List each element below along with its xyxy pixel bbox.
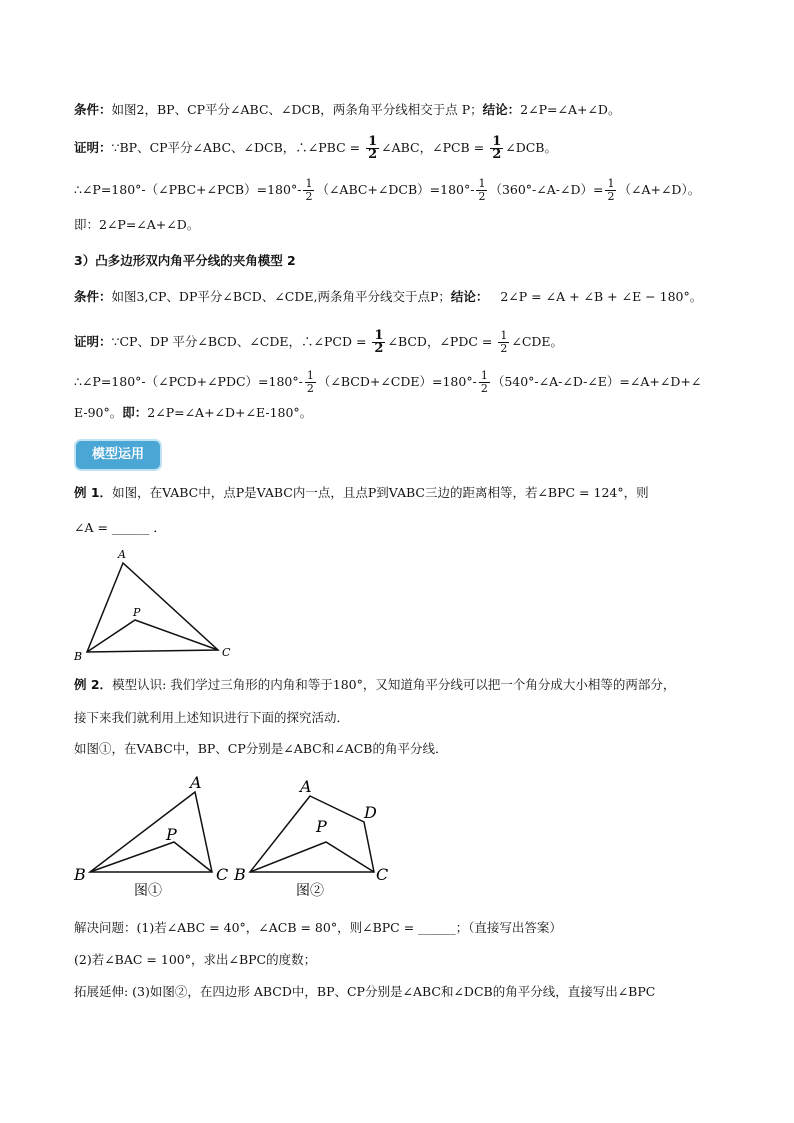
fraction-half: $\frac{1}{2}$ — [478, 177, 486, 203]
example-text: 模型认识: 我们学过三角形的内角和等于180°，又知道角平分线可以把一个角分成大小相等的两部分， — [112, 677, 676, 692]
ex2-q3: 拓展延伸: (3)如图②，在四边形 ABCD中，BP、CP分别是∠ABC和∠DCB的角平分线，直接写出∠BPC — [74, 984, 656, 999]
derivation-text: （∠BCD+∠CDE）=180°- — [317, 374, 477, 389]
derivation-text: （360°-∠A-∠D）= — [489, 182, 604, 197]
fraction-half: $\frac{1}{2}$ — [500, 329, 508, 355]
proof-text: ∵BP、CP平分∠ABC、∠DCB，∴∠PBC = — [111, 140, 361, 155]
fig2-label-b: B — [234, 865, 246, 884]
ex2-intro — [74, 676, 675, 694]
fraction-half: $\frac{1}{2}$ — [374, 328, 384, 356]
result-label: 即： — [122, 405, 148, 420]
example-text: 如图，在VABC中，点P是VABC内一点，且点P到VABC三边的距离相等，若∠BPC = 124°，则 — [112, 485, 649, 500]
conclusion-text: 2∠P=∠A+∠D。 — [520, 102, 621, 117]
fraction-half: $\frac{1}{2}$ — [480, 369, 488, 395]
result-text: E-90°。 — [74, 405, 123, 420]
condition-text: 如图3,CP、DP平分∠BCD、∠CDE,两条角平分线交于点P； — [111, 289, 451, 304]
derivation-text: （∠A+∠D）。 — [618, 182, 701, 197]
fig1-label-b: B — [74, 865, 86, 884]
fig1-caption: 图① — [134, 883, 162, 899]
fig1-label-c: C — [216, 865, 229, 884]
proof-text: ∠CDE。 — [511, 334, 564, 349]
conclusion-text: 2∠P = ∠A + ∠B + ∠E − 180°。 — [500, 289, 703, 304]
s3-condition — [74, 288, 702, 306]
fig1-label-p: P — [166, 825, 177, 844]
fig2-label-p: P — [316, 817, 327, 836]
proof-label: 证明： — [74, 140, 112, 155]
fraction-half: $\frac{1}{2}$ — [368, 134, 378, 162]
fraction-half: $\frac{1}{2}$ — [305, 177, 313, 203]
s2-result — [74, 216, 199, 234]
s3-proof — [74, 330, 563, 355]
s2-derivation — [74, 178, 700, 203]
ex1-question — [74, 484, 649, 502]
proof-label: 证明： — [74, 334, 112, 349]
ex2-line2: 接下来我们就利用上述知识进行下面的探究活动． — [74, 710, 350, 725]
result-text: 即：2∠P=∠A+∠D。 — [74, 217, 200, 232]
derivation-text: ∴∠P=180°-（∠PBC+∠PCB）=180°- — [74, 182, 302, 197]
condition-label: 条件： — [74, 289, 112, 304]
ex2-line3: 如图①，在VABC中，BP、CP分别是∠ABC和∠ACB的角平分线． — [74, 741, 448, 756]
conclusion-label: 结论： — [450, 289, 489, 304]
fig2-caption: 图② — [296, 883, 324, 899]
ex1-answer-line: ∠A = ______ ． — [74, 520, 166, 535]
s2-proof — [74, 136, 557, 161]
ex2-q1: 解决问题：(1)若∠ABC = 40°，∠ACB = 80°，则∠BPC = ______；（直接写出答案） — [74, 920, 562, 935]
condition-label: 条件： — [74, 102, 112, 117]
model-usage-badge: 模型运用 — [76, 441, 160, 469]
derivation-text: （∠ABC+∠DCB）=180°- — [316, 182, 475, 197]
proof-text: ∠DCB。 — [505, 140, 557, 155]
ex2-q2: (2)若∠BAC = 100°，求出∠BPC的度数； — [74, 952, 317, 967]
derivation-text: ∴∠P=180°-（∠PCD+∠PDC）=180°- — [74, 374, 303, 389]
label-b: B — [74, 650, 83, 663]
ex2-figures — [70, 770, 400, 905]
fraction-half: $\frac{1}{2}$ — [306, 369, 314, 395]
fig2-label-c: C — [376, 865, 389, 884]
proof-text: ∠ABC，∠PCB = — [381, 140, 485, 155]
fraction-half: $\frac{1}{2}$ — [607, 177, 615, 203]
conclusion-label: 结论： — [482, 102, 521, 117]
s2-condition — [74, 101, 620, 119]
label-a: A — [118, 548, 126, 561]
s3-derivation — [74, 370, 701, 395]
condition-text: 如图2，BP、CP平分∠ABC、∠DCB，两条角平分线相交于点 P； — [111, 102, 483, 117]
label-p: P — [133, 606, 141, 619]
result-text: 2∠P=∠A+∠D+∠E-180°。 — [147, 405, 313, 420]
proof-text: ∵CP、DP 平分∠BCD、∠CDE，∴∠PCD = — [111, 334, 367, 349]
fig1-bisectors — [90, 842, 212, 872]
s3-result — [74, 404, 312, 422]
fig1-label-a: A — [190, 773, 202, 792]
fig2-label-a: A — [300, 777, 312, 796]
example-label: 例 1． — [74, 485, 113, 500]
fig2-bisectors — [250, 842, 374, 872]
example-label: 例 2． — [74, 677, 113, 692]
fraction-half: $\frac{1}{2}$ — [492, 134, 502, 162]
bisector-lines — [87, 620, 218, 652]
proof-text: ∠BCD，∠PDC = — [387, 334, 493, 349]
derivation-text: （540°-∠A-∠D-∠E）=∠A+∠D+∠ — [491, 374, 702, 389]
ex1-triangle-figure — [70, 540, 250, 665]
label-c: C — [222, 646, 231, 659]
fig2-label-d: D — [364, 803, 377, 822]
s3-heading: 3）凸多边形双内角平分线的夹角模型 2 — [74, 253, 296, 268]
fig1-triangle — [90, 792, 212, 872]
